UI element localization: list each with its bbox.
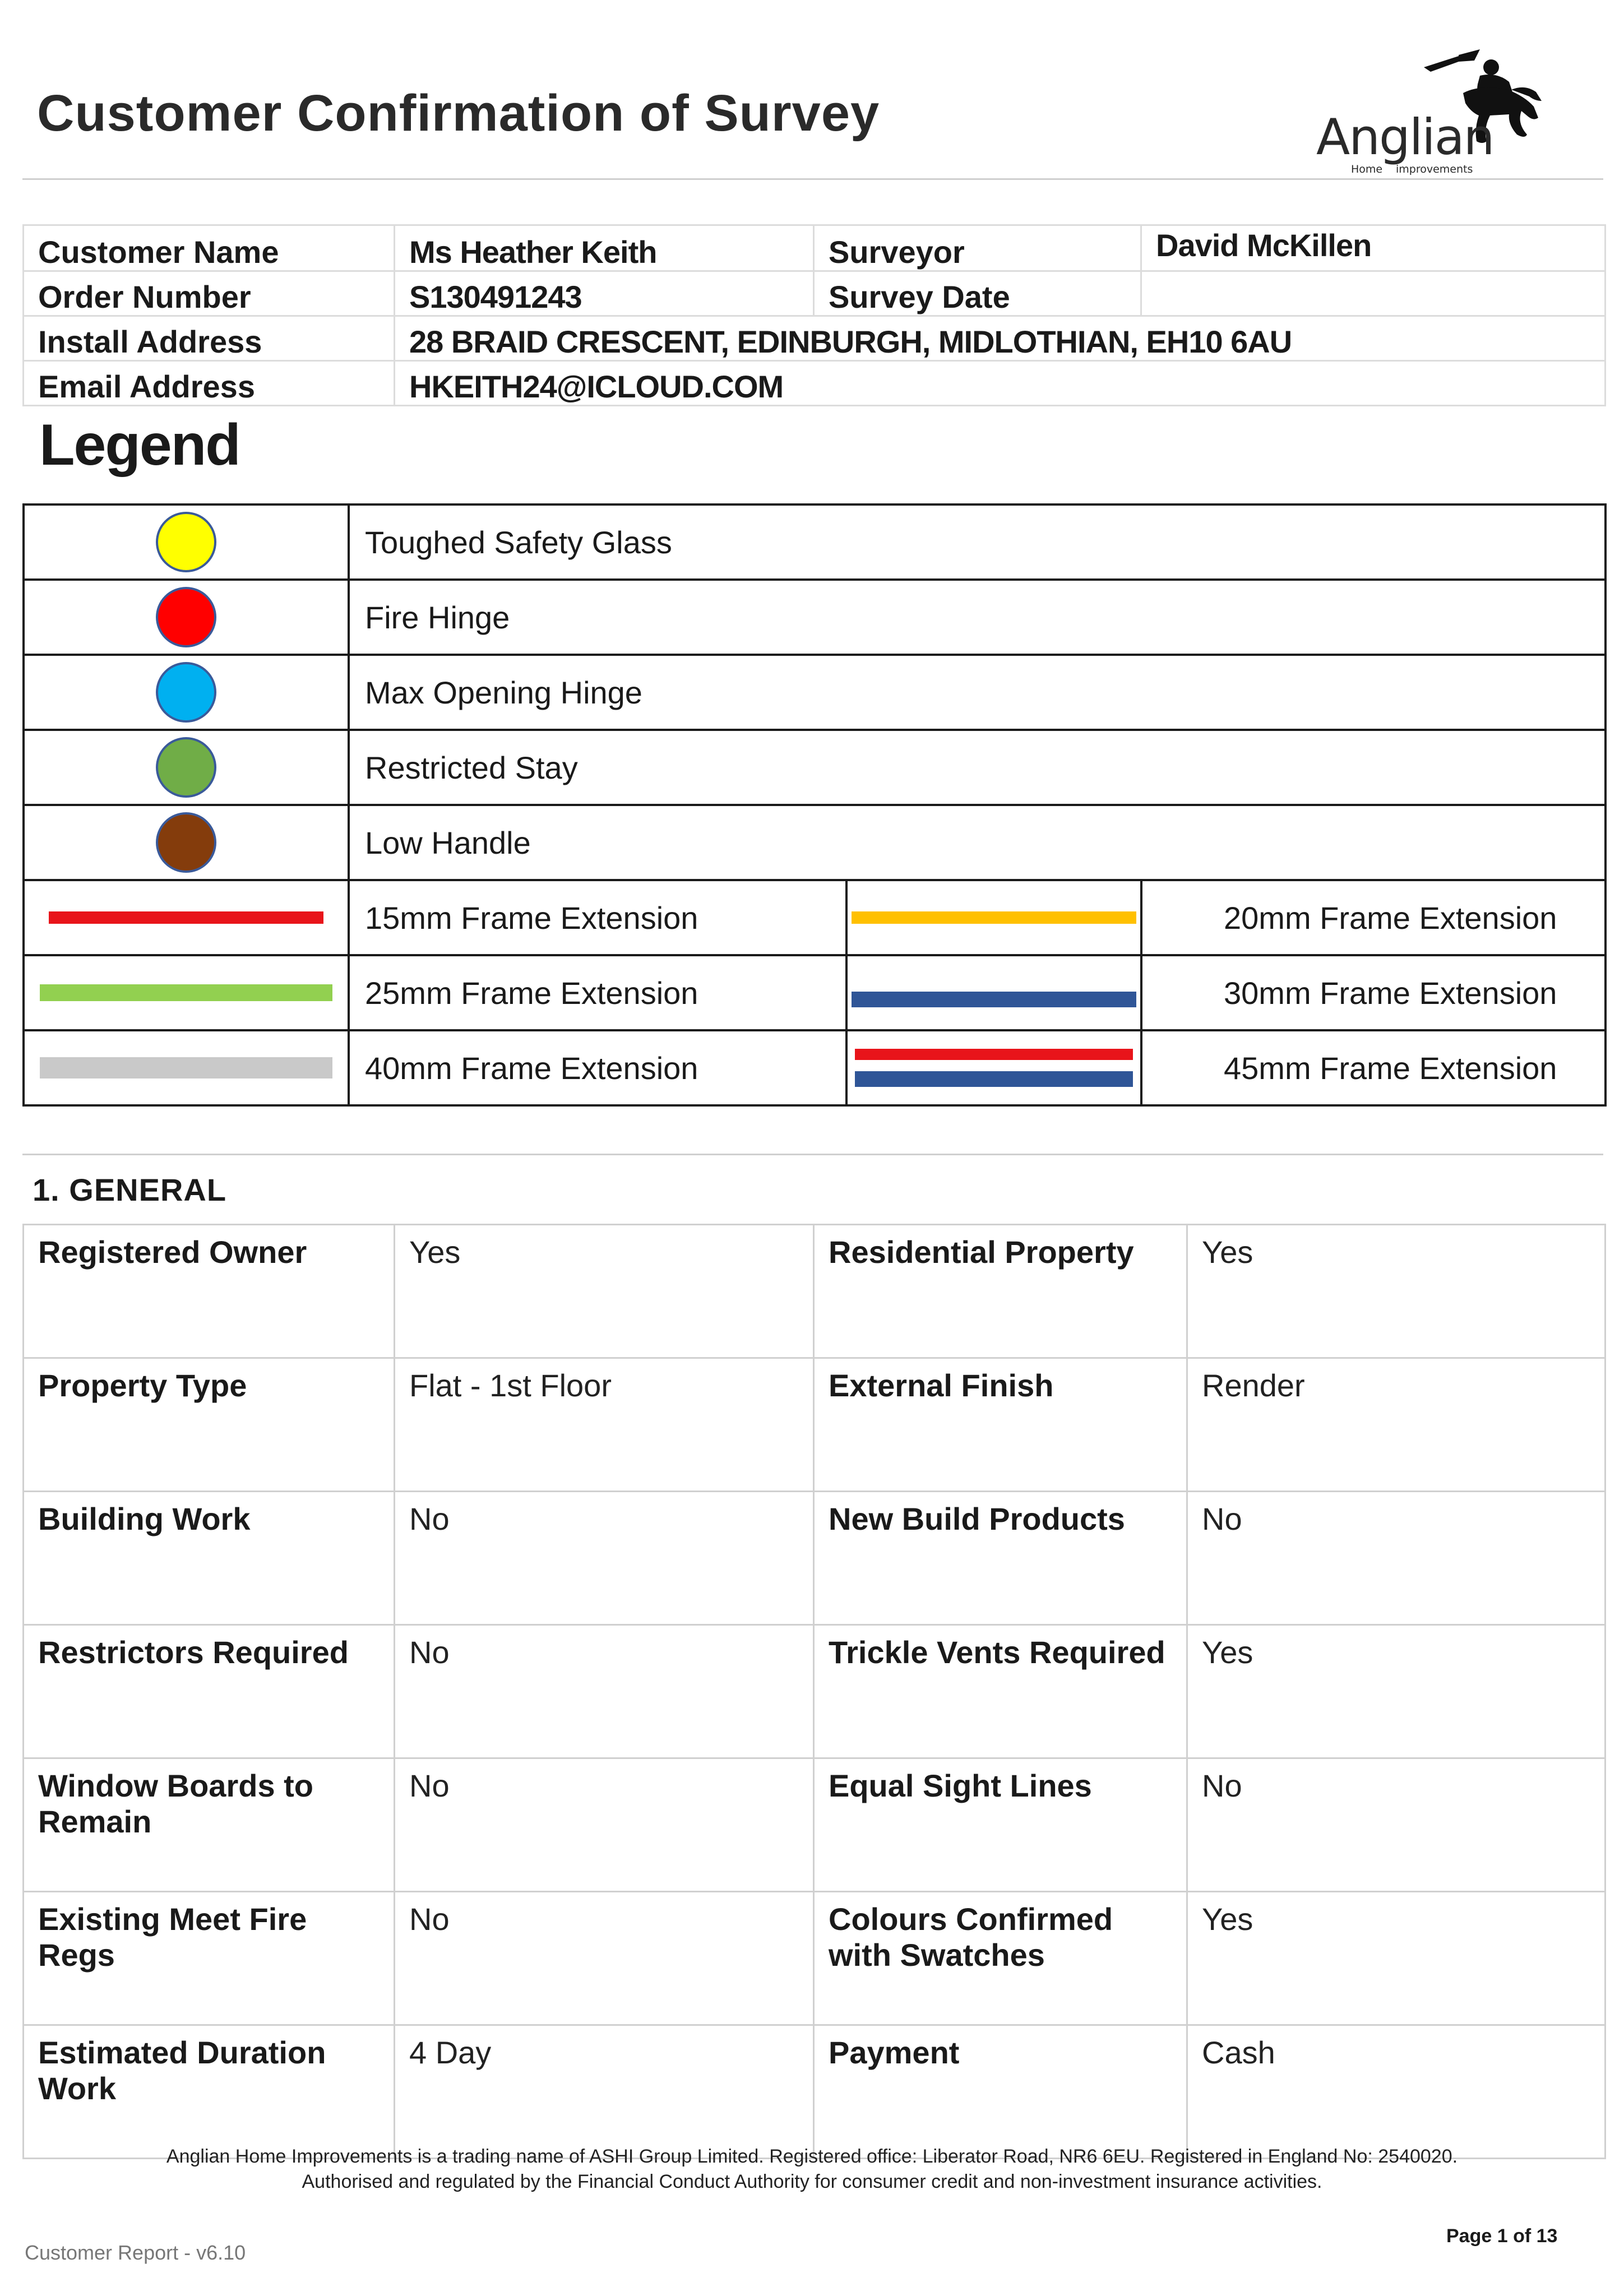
legend-row <box>24 730 1606 805</box>
field-label: Property Type <box>24 1358 395 1492</box>
table-row <box>24 1892 1606 2025</box>
survey-date-value <box>1141 271 1606 316</box>
grey-line-swatch <box>40 1057 332 1078</box>
logo-tagline-home: Home <box>1351 163 1383 175</box>
field-value: Cash <box>1187 2025 1606 2159</box>
table-row <box>24 1358 1606 1492</box>
install-address-row <box>24 316 1606 361</box>
table-row <box>24 1758 1606 1892</box>
amber-line-swatch <box>852 911 1136 924</box>
legal-footer <box>0 2144 1624 2195</box>
legend-label: 15mm Frame Extension <box>349 880 846 955</box>
order-number-value: S130491243 <box>395 271 814 316</box>
legend-label: 40mm Frame Extension <box>349 1030 846 1105</box>
field-value: Yes <box>1187 1225 1606 1358</box>
field-value: No <box>395 1892 814 2025</box>
legend-label: 30mm Frame Extension <box>1141 955 1606 1030</box>
email-address-label: Email Address <box>24 361 395 406</box>
field-label: New Build Products <box>814 1492 1187 1625</box>
field-label: Trickle Vents Required <box>814 1625 1187 1758</box>
order-number-label: Order Number <box>24 271 395 316</box>
customer-name-value: Ms Heather Keith <box>395 225 814 271</box>
surveyor-label: Surveyor <box>814 225 1141 271</box>
field-label: Restrictors Required <box>24 1625 395 1758</box>
field-value: Flat - 1st Floor <box>395 1358 814 1492</box>
legend-label: 25mm Frame Extension <box>349 955 846 1030</box>
legend-label: Low Handle <box>349 805 1606 880</box>
order-number-row <box>24 271 1606 316</box>
header-divider <box>22 178 1603 180</box>
legend-label: Restricted Stay <box>349 730 1606 805</box>
page-number: Page 1 of 13 <box>1446 2225 1558 2247</box>
legend-label: Toughed Safety Glass <box>349 504 1606 580</box>
navy-line-swatch <box>855 1071 1133 1087</box>
page-title: Customer Confirmation of Survey <box>37 85 880 142</box>
legend-label: 45mm Frame Extension <box>1141 1030 1606 1105</box>
red-line-swatch <box>855 1049 1133 1060</box>
legend-label: Fire Hinge <box>349 580 1606 655</box>
field-label: Registered Owner <box>24 1225 395 1358</box>
field-label: Building Work <box>24 1492 395 1625</box>
legend-row <box>24 580 1606 655</box>
field-value: No <box>1187 1758 1606 1892</box>
legend-row <box>24 504 1606 580</box>
light-green-line-swatch <box>40 984 332 1001</box>
field-label: Estimated Duration Work <box>24 2025 395 2159</box>
field-label: Equal Sight Lines <box>814 1758 1187 1892</box>
table-row <box>24 1625 1606 1758</box>
footer-line: Authorised and regulated by the Financial Conduct Authority for consumer credit and non-investment insurance activities. <box>302 2171 1322 2192</box>
footer-line: Anglian Home Improvements is a trading name of ASHI Group Limited. Registered office: Liberator Road, NR6 6EU. Registered in England No: 2540020. <box>166 2146 1458 2167</box>
email-address-row <box>24 361 1606 406</box>
field-value: Yes <box>1187 1892 1606 2025</box>
anglian-logo <box>1312 45 1558 179</box>
field-value: No <box>395 1492 814 1625</box>
blue-dot-icon <box>156 662 216 723</box>
legend-label: Max Opening Hinge <box>349 655 1606 730</box>
general-table <box>22 1224 1606 2159</box>
yellow-dot-icon <box>156 512 216 572</box>
field-value: No <box>395 1625 814 1758</box>
field-label: Colours Confirmed with Swatches <box>814 1892 1187 2025</box>
report-version: Customer Report - v6.10 <box>25 2241 246 2264</box>
legend-row <box>24 655 1606 730</box>
red-dot-icon <box>156 587 216 647</box>
table-row <box>24 2025 1606 2159</box>
field-label: Residential Property <box>814 1225 1187 1358</box>
field-value: No <box>395 1758 814 1892</box>
field-value: Render <box>1187 1358 1606 1492</box>
green-dot-icon <box>156 737 216 798</box>
legend-row <box>24 1030 1606 1105</box>
legend-label: 20mm Frame Extension <box>1141 880 1606 955</box>
install-address-value: 28 BRAID CRESCENT, EDINBURGH, MIDLOTHIAN, EH10 6AU <box>395 316 1606 361</box>
field-value: No <box>1187 1492 1606 1625</box>
field-label: External Finish <box>814 1358 1187 1492</box>
legend-row <box>24 880 1606 955</box>
survey-date-label: Survey Date <box>814 271 1141 316</box>
legend-table <box>22 503 1607 1107</box>
brown-dot-icon <box>156 812 216 873</box>
logo-wordmark: Anglian <box>1316 108 1494 166</box>
red-line-swatch <box>49 911 323 924</box>
field-label: Payment <box>814 2025 1187 2159</box>
navy-line-swatch <box>852 992 1136 1007</box>
field-value: 4 Day <box>395 2025 814 2159</box>
surveyor-value: David McKillen <box>1141 225 1606 271</box>
table-row <box>24 1225 1606 1358</box>
field-value: Yes <box>1187 1625 1606 1758</box>
field-label: Window Boards to Remain <box>24 1758 395 1892</box>
legend-heading: Legend <box>39 413 240 478</box>
customer-name-row <box>24 225 1606 271</box>
field-label: Existing Meet Fire Regs <box>24 1892 395 2025</box>
email-address-value: HKEITH24@ICLOUD.COM <box>395 361 1606 406</box>
table-row <box>24 1492 1606 1625</box>
legend-row <box>24 805 1606 880</box>
customer-info-table <box>22 224 1606 406</box>
customer-name-label: Customer Name <box>24 225 395 271</box>
section-divider <box>22 1154 1603 1155</box>
legend-row <box>24 955 1606 1030</box>
logo-tagline-improvements: improvements <box>1396 163 1473 175</box>
install-address-label: Install Address <box>24 316 395 361</box>
field-value: Yes <box>395 1225 814 1358</box>
section-heading-general: 1. GENERAL <box>33 1172 227 1207</box>
